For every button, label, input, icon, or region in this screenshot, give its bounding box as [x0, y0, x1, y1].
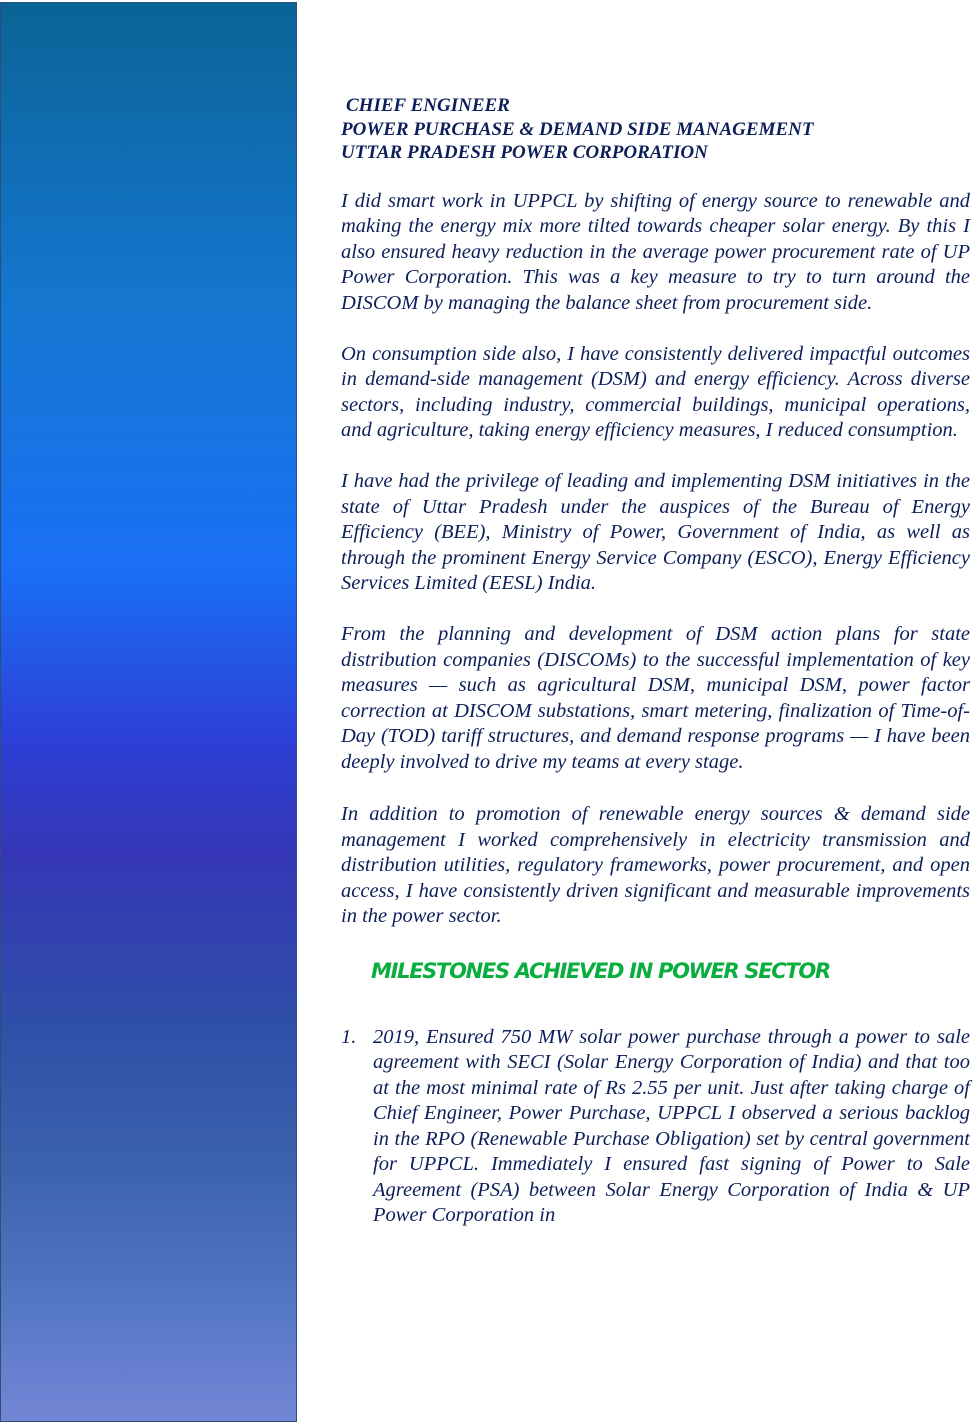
list-item: [341, 1025, 970, 1229]
milestones-list: [341, 1025, 970, 1229]
list-text: 2019, Ensured 750 MW solar power purchase through a power to sale agreement with SECI (Solar Energy Corporation of India) and that too at the most minimal rate of Rs 2.55 per unit. Just after taking charge of Chief Engineer, Power Purchase, UPPCL I observed a serious backlog in the RPO (Renewable Purchase Obligation) set by central government for UPPCL. Immediately I ensured fast signing of Power to Sale Agreement (PSA) between Solar Energy Corporation of India & UP Power Corporation in: [373, 1025, 970, 1226]
document-body: [341, 94, 970, 1229]
paragraph: I have had the privilege of leading and implementing DSM initiatives in the state of Uttar Pradesh under the auspices of the Bureau of Energy Efficiency (BEE), Ministry of Power, Government of India, as well as through the prominent Energy Service Company (ESCO), Energy Efficiency Services Limited (EESL) India.: [341, 470, 970, 594]
title-line: POWER PURCHASE & DEMAND SIDE MANAGEMENT: [341, 118, 814, 140]
decorative-sidebar: [0, 2, 297, 1422]
list-number: 1.: [341, 1025, 357, 1048]
milestones-heading: MILESTONES ACHIEVED IN POWER SECTOR: [371, 958, 830, 983]
title-line: UTTAR PRADESH POWER CORPORATION: [341, 142, 708, 163]
paragraph: On consumption side also, I have consistently delivered impactful outcomes in demand-side management (DSM) and energy efficiency. Across diverse sectors, including industry, commercial buildings, municipal operations, and agriculture, taking energy efficiency measures, I reduced consumption.: [341, 342, 970, 441]
paragraph: In addition to promotion of renewable energy sources & demand side management I worked comprehensively in electricity transmission and distribution utilities, regulatory frameworks, power procurement, and open access, I have consistently driven significant and measurable improvements in the power sector.: [341, 803, 970, 927]
title-block: [341, 94, 970, 165]
paragraph: I did smart work in UPPCL by shifting of energy source to renewable and making the energy mix more tilted towards cheaper solar energy. By this I also ensured heavy reduction in the average power procurement rate of UP Power Corporation. This was a key measure to try to turn around the DISCOM by managing the balance sheet from procurement side.: [341, 189, 970, 314]
paragraph: From the planning and development of DSM action plans for state distribution companies (DISCOMs) to the successful implementation of key measures — such as agricultural DSM, municipal DSM, power factor correction at DISCOM substations, smart metering, finalization of Time-of-Day (TOD) tariff structures, and demand response programs — I have been deeply involved to drive my teams at every stage.: [341, 623, 970, 773]
title-line: CHIEF ENGINEER: [346, 95, 510, 116]
